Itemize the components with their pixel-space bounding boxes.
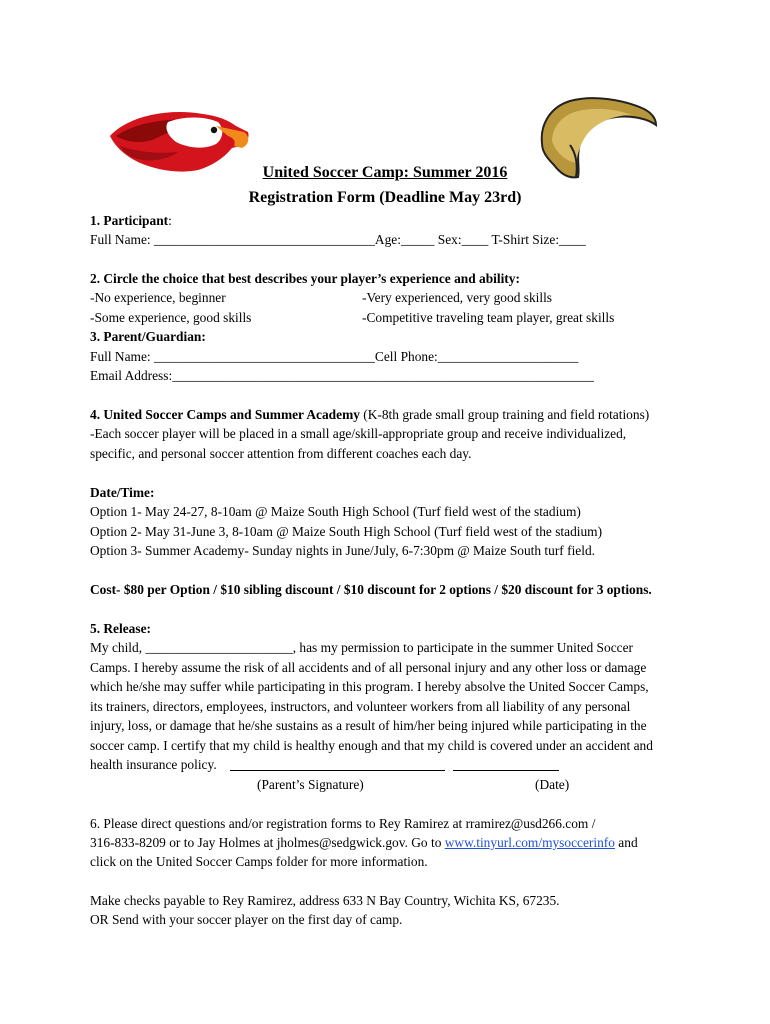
experience-option: -Competitive traveling team player, great skills: [362, 310, 615, 325]
contact-line: [90, 833, 638, 853]
academy-heading: [90, 405, 649, 425]
academy-heading-note: (K-8th grade small group training and field rotations): [359, 407, 650, 422]
participant-heading-text: 1. Participant: [90, 213, 169, 228]
experience-heading: 2. Circle the choice that best describes your player’s experience and ability:: [90, 271, 520, 286]
release-text-line: My child, ______________________, has my permission to participate in the summer United Soccer: [90, 640, 633, 655]
parent-heading: 3. Parent/Guardian:: [90, 329, 206, 344]
release-heading: 5. Release:: [90, 621, 151, 636]
experience-option: -Some experience, good skills: [90, 310, 252, 325]
datetime-option: Option 3- Summer Academy- Sunday nights in June/July, 6-7:30pm @ Maize South turf field.: [90, 543, 595, 558]
datetime-option: Option 2- May 31-June 3, 8-10am @ Maize South High School (Turf field west of the stadium): [90, 524, 603, 539]
academy-description: specific, and personal soccer attention from different coaches each day.: [90, 446, 472, 461]
contact-text: and: [614, 835, 638, 850]
academy-heading-text: 4. United Soccer Camps and Summer Academy: [90, 407, 360, 422]
academy-description: -Each soccer player will be placed in a small age/skill-appropriate group and receive individualized,: [90, 426, 627, 441]
payment-line: OR Send with your soccer player on the first day of camp.: [90, 912, 403, 927]
release-text-line: its trainers, directors, employees, instructors, and volunteer workers from all liability of any personal: [90, 699, 631, 714]
release-text-line: health insurance policy.: [90, 757, 217, 772]
date-line[interactable]: [453, 770, 559, 771]
page-subtitle: Registration Form (Deadline May 23rd): [248, 189, 522, 206]
datetime-heading: Date/Time:: [90, 485, 155, 500]
parent-email-field: Email Address:_______________________________________________________________: [90, 368, 594, 383]
page-title: United Soccer Camp: Summer 2016: [262, 164, 508, 181]
contact-line: click on the United Soccer Camps folder for more information.: [90, 854, 428, 869]
date-label: (Date): [535, 777, 570, 792]
contact-text: 316-833-8209 or to Jay Holmes at jholmes@sedgwick.gov. Go to: [90, 835, 445, 850]
soccer-info-link[interactable]: www.tinyurl.com/mysoccerinfo: [444, 835, 615, 850]
participant-fields: Full Name: _________________________________Age:_____ Sex:____ T-Shirt Size:____: [90, 232, 586, 247]
payment-line: Make checks payable to Rey Ramirez, address 633 N Bay Country, Wichita KS, 67235.: [90, 893, 560, 908]
release-text-line: soccer camp. I certify that my child is healthy enough and that my child is covered under an accident and: [90, 738, 653, 753]
contact-line: 6. Please direct questions and/or registration forms to Rey Ramirez at rramirez@usd266.com /: [90, 816, 596, 831]
section-participant-heading: [90, 211, 172, 231]
release-text-line: injury, loss, or damage that he/she sustains as a result of him/her being injured while participating in the: [90, 718, 647, 733]
experience-option: -Very experienced, very good skills: [362, 290, 553, 305]
participant-heading-colon: :: [168, 213, 172, 228]
cost-line: Cost- $80 per Option / $10 sibling discount / $10 discount for 2 options / $20 discount for 3 options.: [90, 582, 652, 597]
datetime-option: Option 1- May 24-27, 8-10am @ Maize South High School (Turf field west of the stadium): [90, 504, 581, 519]
release-text-line: Camps. I hereby assume the risk of all accidents and of all personal injury and any other loss or damage: [90, 660, 647, 675]
experience-option: -No experience, beginner: [90, 290, 226, 305]
signature-line[interactable]: [230, 770, 445, 771]
signature-label: (Parent’s Signature): [257, 777, 364, 792]
parent-name-phone-fields: Full Name: _________________________________Cell Phone:_____________________: [90, 349, 579, 364]
release-text-line: which he/she may suffer while participating in this program. I hereby absolve the United Soccer Camps,: [90, 679, 649, 694]
